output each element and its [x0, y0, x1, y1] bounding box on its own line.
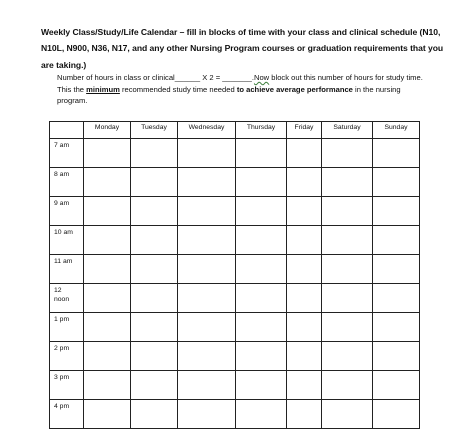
schedule-cell[interactable]	[322, 313, 373, 342]
time-slot-row	[50, 284, 420, 313]
schedule-cell[interactable]	[287, 226, 322, 255]
time-slot-row	[50, 313, 420, 342]
schedule-cell[interactable]	[84, 400, 131, 429]
day-header: Thursday	[236, 122, 287, 139]
schedule-cell[interactable]	[84, 313, 131, 342]
period: .	[251, 73, 254, 82]
schedule-cell[interactable]	[131, 226, 178, 255]
schedule-cell[interactable]	[178, 313, 236, 342]
time-label-line: 7 am	[54, 142, 70, 149]
instruction-line-2	[57, 84, 447, 96]
time-label	[50, 226, 84, 255]
time-label-line: 9 am	[54, 200, 70, 207]
time-label-line: 2 pm	[54, 345, 70, 352]
schedule-cell[interactable]	[178, 255, 236, 284]
time-column-header	[50, 122, 84, 139]
time-slot-row	[50, 255, 420, 284]
time-label	[50, 139, 84, 168]
schedule-cell[interactable]	[287, 284, 322, 313]
schedule-cell[interactable]	[322, 400, 373, 429]
calendar-header-row	[50, 122, 420, 139]
instruction-mid: recommended study time needed	[119, 84, 237, 94]
time-label-line: 3 pm	[54, 374, 70, 381]
heading-line: Weekly Class/Study/Life Calendar – fill in blocks of time with your class and clinical schedule (N10,	[41, 27, 441, 37]
instruction-tail: in the nursing	[352, 84, 401, 94]
schedule-cell[interactable]	[322, 168, 373, 197]
schedule-cell[interactable]	[287, 342, 322, 371]
schedule-cell[interactable]	[131, 371, 178, 400]
day-header: Wednesday	[178, 122, 236, 139]
schedule-cell[interactable]	[236, 197, 287, 226]
time-label	[50, 313, 84, 342]
schedule-cell[interactable]	[236, 313, 287, 342]
schedule-cell[interactable]	[84, 255, 131, 284]
schedule-cell[interactable]	[287, 168, 322, 197]
calendar-body	[50, 139, 420, 429]
schedule-cell[interactable]	[287, 313, 322, 342]
time-label-line: 4 pm	[54, 403, 70, 410]
time-slot-row	[50, 197, 420, 226]
schedule-cell[interactable]	[322, 342, 373, 371]
time-label	[50, 197, 84, 226]
schedule-cell[interactable]	[84, 342, 131, 371]
schedule-cell[interactable]	[287, 371, 322, 400]
schedule-cell[interactable]	[131, 255, 178, 284]
instruction-lead-2: This the	[57, 84, 87, 94]
schedule-cell[interactable]	[373, 197, 420, 226]
time-label-line: 8 am	[54, 171, 70, 178]
schedule-cell[interactable]	[373, 400, 420, 429]
schedule-cell[interactable]	[84, 226, 131, 255]
schedule-cell[interactable]	[178, 371, 236, 400]
schedule-cell[interactable]	[322, 255, 373, 284]
time-slot-row	[50, 168, 420, 197]
schedule-cell[interactable]	[131, 342, 178, 371]
schedule-cell[interactable]	[178, 342, 236, 371]
schedule-cell[interactable]	[131, 313, 178, 342]
schedule-cell[interactable]	[322, 197, 373, 226]
now-word: Now	[253, 73, 270, 82]
schedule-cell[interactable]	[322, 371, 373, 400]
schedule-cell[interactable]	[84, 371, 131, 400]
day-header: Tuesday	[131, 122, 178, 139]
schedule-cell[interactable]	[236, 371, 287, 400]
schedule-cell[interactable]	[373, 284, 420, 313]
schedule-cell[interactable]	[178, 226, 236, 255]
schedule-cell[interactable]	[322, 226, 373, 255]
schedule-cell[interactable]	[131, 139, 178, 168]
schedule-cell[interactable]	[178, 197, 236, 226]
heading-line: N10L, N900, N36, N17, and any other Nursing Program courses or graduation requirements that you	[41, 43, 444, 54]
time-label-line: 12	[54, 287, 62, 294]
time-slot-row	[50, 400, 420, 429]
time-label	[50, 284, 84, 313]
schedule-cell[interactable]	[84, 139, 131, 168]
instruction-rest: block out this number of hours for study time.	[269, 73, 423, 82]
schedule-cell[interactable]	[236, 139, 287, 168]
day-header: Monday	[84, 122, 131, 139]
time-label	[50, 400, 84, 429]
schedule-cell[interactable]	[131, 284, 178, 313]
schedule-cell[interactable]	[131, 400, 178, 429]
schedule-cell[interactable]	[322, 284, 373, 313]
weekly-calendar-table	[49, 121, 420, 429]
heading-line: are taking.)	[41, 59, 87, 70]
instruction-line-1	[57, 72, 447, 84]
schedule-cell[interactable]	[236, 400, 287, 429]
schedule-cell[interactable]	[178, 284, 236, 313]
schedule-cell[interactable]	[131, 197, 178, 226]
schedule-cell[interactable]	[178, 139, 236, 168]
achieve-phrase: to achieve average performance	[236, 84, 353, 94]
schedule-cell[interactable]	[287, 197, 322, 226]
time-slot-row	[50, 371, 420, 400]
schedule-cell[interactable]	[84, 197, 131, 226]
time-label-line: 1 pm	[54, 316, 70, 323]
schedule-cell[interactable]	[373, 139, 420, 168]
schedule-cell[interactable]	[236, 342, 287, 371]
time-slot-row	[50, 139, 420, 168]
day-header: Friday	[287, 122, 322, 139]
schedule-cell[interactable]	[287, 400, 322, 429]
schedule-cell[interactable]	[373, 313, 420, 342]
worksheet-heading	[41, 24, 446, 73]
study-hours-blank: _______	[222, 73, 252, 82]
schedule-cell[interactable]	[287, 139, 322, 168]
minimum-word: minimum	[86, 84, 120, 94]
schedule-cell[interactable]	[178, 400, 236, 429]
time-label-line: noon	[54, 296, 70, 303]
day-header: Sunday	[373, 122, 420, 139]
schedule-cell[interactable]	[84, 284, 131, 313]
study-hours-instructions	[57, 72, 447, 107]
schedule-cell[interactable]	[373, 255, 420, 284]
instruction-lead: Number of hours in class or clinical	[57, 73, 175, 82]
schedule-cell[interactable]	[373, 226, 420, 255]
time-label	[50, 371, 84, 400]
schedule-cell[interactable]	[373, 371, 420, 400]
time-label	[50, 342, 84, 371]
schedule-cell[interactable]	[178, 168, 236, 197]
time-label-line: 11 am	[54, 258, 73, 265]
schedule-cell[interactable]	[287, 255, 322, 284]
class-hours-blank: ______	[174, 73, 201, 82]
schedule-cell[interactable]	[236, 168, 287, 197]
instruction-line-3: program.	[57, 96, 88, 106]
time-label-line: 10 am	[54, 229, 73, 236]
time-slot-row	[50, 342, 420, 371]
schedule-cell[interactable]	[236, 284, 287, 313]
schedule-cell[interactable]	[373, 342, 420, 371]
schedule-cell[interactable]	[373, 168, 420, 197]
schedule-cell[interactable]	[84, 168, 131, 197]
time-label	[50, 255, 84, 284]
schedule-cell[interactable]	[322, 139, 373, 168]
time-label	[50, 168, 84, 197]
day-header: Saturday	[322, 122, 373, 139]
schedule-cell[interactable]	[236, 226, 287, 255]
schedule-cell[interactable]	[236, 255, 287, 284]
multiply-label: X 2 =	[200, 73, 223, 82]
schedule-cell[interactable]	[131, 168, 178, 197]
time-slot-row	[50, 226, 420, 255]
